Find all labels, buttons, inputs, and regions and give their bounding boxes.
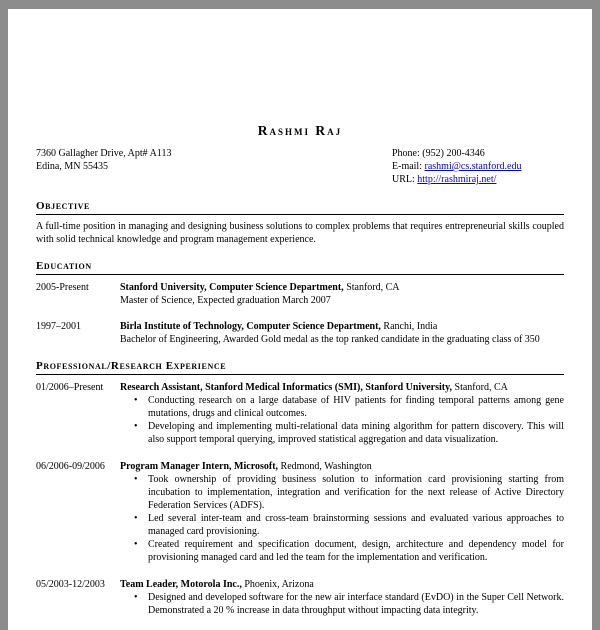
experience-item-motorola (36, 578, 564, 617)
experience-item-content (120, 460, 564, 564)
experience-dates: 05/2003-12/2003 (36, 579, 105, 590)
education-school: Stanford University, Computer Science Department, (120, 282, 344, 293)
education-location: Ranchi, India (383, 321, 438, 332)
education-title (120, 281, 564, 294)
education-location: Stanford, CA (346, 282, 400, 293)
education-title (120, 320, 564, 333)
phone-label: Phone: (392, 148, 420, 159)
experience-bullet: • Designed and developed software for the new air interface standard (EvDO) in the Super Cell Network. Demonstrated a 20 % increase in data throughput without impacting data integrity. (120, 591, 564, 617)
education-item-stanford (36, 281, 564, 307)
experience-bullet: • Conducting research on a large database of HIV patients for finding temporal patterns among gene mutations, drugs and clinical outcomes. (120, 394, 564, 420)
contact-details (392, 147, 564, 186)
url-link[interactable]: http://rashmiraj.net/ (417, 174, 497, 185)
resume-content (8, 9, 592, 617)
experience-role-employer: Program Manager Intern, Microsoft, (120, 461, 279, 472)
education-detail: Bachelor of Engineering, Awarded Gold medal as the top ranked candidate in the graduating class of 350 (120, 334, 540, 345)
experience-role-employer: Team Leader, Motorola Inc., (120, 579, 242, 590)
experience-bullet: • Created requirement and specification document, design, architecture and dependency model for provisioning managed card and led the team for the implementation and verification. (120, 538, 564, 564)
experience-bullet-list (120, 473, 564, 564)
email-label: E-mail: (392, 161, 422, 172)
objective-text: A full-time position in managing and designing business solutions to complex problems that requires entrepreneurial skills coupled with solid technical knowledge and program management experience. (36, 221, 564, 245)
experience-title (120, 381, 564, 394)
education-dates: 1997–2001 (36, 321, 81, 332)
phone-value: (952) 200-4346 (422, 148, 485, 159)
experience-bullet-list (120, 591, 564, 617)
experience-dates: 01/2006–Present (36, 382, 104, 393)
experience-title (120, 578, 564, 591)
experience-item-microsoft (36, 460, 564, 564)
experience-item-content (120, 381, 564, 446)
education-detail: Master of Science, Expected graduation March 2007 (120, 295, 331, 306)
email-line (392, 160, 564, 173)
experience-location: Redmond, Washington (280, 461, 372, 472)
education-item-content (120, 320, 564, 346)
contact-address (36, 147, 171, 186)
phone-line (392, 147, 564, 160)
objective-heading: Objective (36, 199, 564, 215)
experience-dates: 06/2006-09/2006 (36, 461, 105, 472)
education-school: Birla Institute of Technology, Computer Science Department, (120, 321, 381, 332)
education-heading: Education (36, 259, 564, 275)
experience-bullet: • Led several inter-team and cross-team brainstorming sessions and evaluated various approaches to managed card provisioning. (120, 512, 564, 538)
resume-name: Rashmi Raj (257, 123, 343, 138)
email-link[interactable]: rashmi@cs.stanford.edu (424, 161, 522, 172)
experience-bullet: • Developing and implementing multi-relational data mining algorithm for pattern discovery. This will also support temporal querying, improved statistical aggregation and data visualization. (120, 420, 564, 446)
experience-role-employer: Research Assistant, Stanford Medical Informatics (SMI), Stanford University, (120, 382, 453, 393)
experience-heading: Professional/Research Experience (36, 359, 564, 375)
experience-bullet: • Took ownership of providing business solution to information card provisioning starting from incubation to implementation, integration and verification for the next release of Active Directory Federation Services (ADFS). (120, 473, 564, 512)
experience-item-stanford-smi (36, 381, 564, 446)
experience-location: Stanford, CA (454, 382, 508, 393)
experience-bullet-list (120, 394, 564, 446)
resume-page (8, 9, 592, 630)
address-line-2: Edina, MN 55435 (36, 161, 108, 172)
experience-location: Phoenix, Arizona (244, 579, 314, 590)
education-dates: 2005-Present (36, 282, 89, 293)
education-item-content (120, 281, 564, 307)
contact-block (36, 147, 564, 186)
url-label: URL: (392, 174, 415, 185)
education-item-birla (36, 320, 564, 346)
experience-title (120, 460, 564, 473)
address-line-1: 7360 Gallagher Drive, Apt# A113 (36, 148, 172, 159)
experience-item-content (120, 578, 564, 617)
url-line (392, 173, 564, 186)
